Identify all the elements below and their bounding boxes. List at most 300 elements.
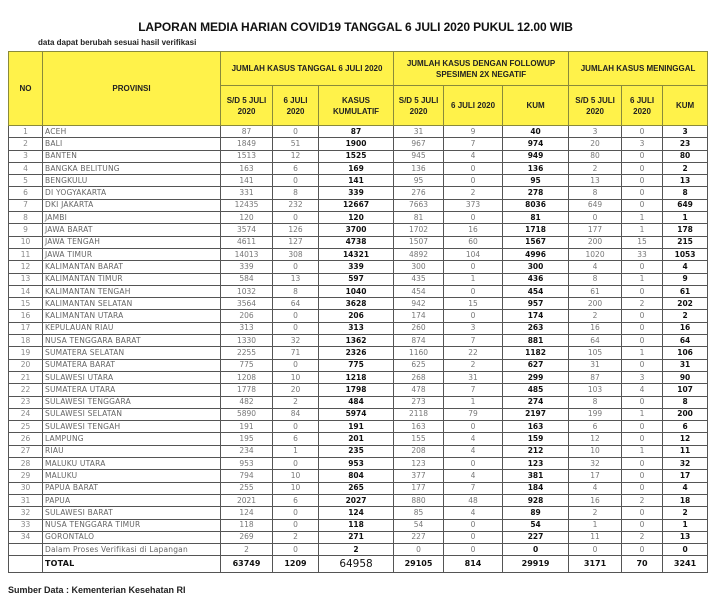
value-cell: 1 [622, 224, 663, 236]
value-cell: 6 [569, 421, 622, 433]
value-cell: 199 [569, 408, 622, 420]
value-cell: 7 [444, 138, 503, 150]
province-name: SULAWESI UTARA [43, 371, 221, 383]
value-cell: 4 [444, 507, 503, 519]
value-cell: 64 [273, 298, 319, 310]
value-cell: 16 [569, 322, 622, 334]
value-cell: 10 [273, 482, 319, 494]
value-cell: 7 [444, 482, 503, 494]
table-row [9, 162, 708, 174]
value-cell: 215 [663, 236, 708, 248]
value-cell: 23 [663, 138, 708, 150]
value-cell: 11 [569, 531, 622, 543]
value-cell: 10 [273, 371, 319, 383]
row-number: 24 [9, 408, 43, 420]
value-cell: 3 [622, 371, 663, 383]
value-cell: 880 [394, 494, 444, 506]
province-name: SUMATERA SELATAN [43, 347, 221, 359]
value-cell: 274 [503, 396, 569, 408]
value-cell: 804 [319, 470, 394, 482]
province-name: SULAWESI SELATAN [43, 408, 221, 420]
row-number: 30 [9, 482, 43, 494]
value-cell: 313 [319, 322, 394, 334]
total-value-cell: 3171 [569, 556, 622, 573]
value-cell: 1702 [394, 224, 444, 236]
value-cell: 200 [569, 236, 622, 248]
value-cell: 1 [444, 396, 503, 408]
table-row [9, 150, 708, 162]
header-no: NO [9, 52, 43, 126]
province-name: SUMATERA BARAT [43, 359, 221, 371]
value-cell: 0 [273, 212, 319, 224]
covid-data-table [8, 51, 708, 573]
province-name: MALUKU [43, 470, 221, 482]
value-cell: 118 [221, 519, 273, 531]
value-cell: 794 [221, 470, 273, 482]
subheader-cell: 6 JULI 2020 [444, 86, 503, 126]
value-cell: 2118 [394, 408, 444, 420]
value-cell: 0 [394, 544, 444, 556]
table-row [9, 531, 708, 543]
row-number: 29 [9, 470, 43, 482]
value-cell: 232 [273, 199, 319, 211]
value-cell: 12435 [221, 199, 273, 211]
value-cell: 8 [569, 273, 622, 285]
value-cell: 15 [444, 298, 503, 310]
value-cell: 4 [444, 445, 503, 457]
value-cell: 14321 [319, 248, 394, 260]
total-row [9, 556, 708, 573]
value-cell: 0 [273, 175, 319, 187]
value-cell: 1218 [319, 371, 394, 383]
header-group-meninggal: JUMLAH KASUS MENINGGAL [569, 52, 708, 86]
value-cell: 454 [394, 285, 444, 297]
value-cell: 2 [569, 162, 622, 174]
value-cell: 141 [319, 175, 394, 187]
value-cell: 0 [622, 310, 663, 322]
value-cell: 0 [622, 470, 663, 482]
value-cell: 0 [444, 285, 503, 297]
value-cell: 3574 [221, 224, 273, 236]
value-cell: 61 [569, 285, 622, 297]
table-row [9, 384, 708, 396]
value-cell: 269 [221, 531, 273, 543]
value-cell: 31 [444, 371, 503, 383]
value-cell: 4 [569, 482, 622, 494]
value-cell: 0 [622, 519, 663, 531]
value-cell: 874 [394, 335, 444, 347]
table-row [9, 199, 708, 211]
value-cell: 11 [663, 445, 708, 457]
value-cell: 10 [273, 470, 319, 482]
value-cell: 0 [273, 458, 319, 470]
province-name: PAPUA [43, 494, 221, 506]
value-cell: 177 [569, 224, 622, 236]
value-cell: 80 [663, 150, 708, 162]
value-cell: 31 [569, 359, 622, 371]
value-cell: 178 [663, 224, 708, 236]
value-cell: 949 [503, 150, 569, 162]
value-cell: 87 [569, 371, 622, 383]
table-row [9, 187, 708, 199]
value-cell: 2 [221, 544, 273, 556]
value-cell: 2 [622, 298, 663, 310]
value-cell: 1798 [319, 384, 394, 396]
value-cell: 278 [503, 187, 569, 199]
value-cell: 0 [273, 359, 319, 371]
value-cell: 484 [319, 396, 394, 408]
value-cell: 775 [221, 359, 273, 371]
report-title: LAPORAN MEDIA HARIAN COVID19 TANGGAL 6 JULI 2020 PUKUL 12.00 WIB [138, 20, 573, 34]
value-cell: 339 [319, 187, 394, 199]
subheader-cell: KUM [663, 86, 708, 126]
value-cell: 0 [663, 544, 708, 556]
value-cell: 3628 [319, 298, 394, 310]
value-cell: 20 [273, 384, 319, 396]
row-number: 10 [9, 236, 43, 248]
value-cell: 1330 [221, 335, 273, 347]
value-cell: 8 [569, 187, 622, 199]
value-cell: 85 [394, 507, 444, 519]
value-cell: 8 [663, 396, 708, 408]
value-cell: 234 [221, 445, 273, 457]
value-cell: 4996 [503, 248, 569, 260]
value-cell: 928 [503, 494, 569, 506]
value-cell: 81 [394, 212, 444, 224]
value-cell: 87 [319, 126, 394, 138]
value-cell: 2 [622, 494, 663, 506]
value-cell: 974 [503, 138, 569, 150]
subheader-cell: KUM [503, 86, 569, 126]
value-cell: 17 [569, 470, 622, 482]
value-cell: 107 [663, 384, 708, 396]
value-cell: 174 [394, 310, 444, 322]
value-cell: 627 [503, 359, 569, 371]
total-value-cell: 29105 [394, 556, 444, 573]
value-cell: 81 [503, 212, 569, 224]
value-cell: 1 [622, 273, 663, 285]
value-cell: 206 [319, 310, 394, 322]
value-cell: 1 [663, 519, 708, 531]
value-cell: 71 [273, 347, 319, 359]
table-row [9, 285, 708, 297]
value-cell: 120 [221, 212, 273, 224]
value-cell: 4 [663, 482, 708, 494]
value-cell: 105 [569, 347, 622, 359]
value-cell: 33 [622, 248, 663, 260]
value-cell: 0 [569, 544, 622, 556]
row-number: 14 [9, 285, 43, 297]
row-number: 8 [9, 212, 43, 224]
value-cell: 1 [663, 212, 708, 224]
province-name: NUSA TENGGARA TIMUR [43, 519, 221, 531]
province-name: SULAWESI TENGGARA [43, 396, 221, 408]
value-cell: 5974 [319, 408, 394, 420]
value-cell: 191 [221, 421, 273, 433]
subheader-cell: KASUS KUMULATIF [319, 86, 394, 126]
table-row [9, 224, 708, 236]
table-row [9, 445, 708, 457]
value-cell: 942 [394, 298, 444, 310]
value-cell: 40 [503, 126, 569, 138]
value-cell: 8 [273, 285, 319, 297]
table-row [9, 273, 708, 285]
value-cell: 127 [273, 236, 319, 248]
value-cell: 0 [622, 359, 663, 371]
value-cell: 0 [622, 322, 663, 334]
value-cell: 32 [569, 458, 622, 470]
row-number: 13 [9, 273, 43, 285]
value-cell: 7 [444, 335, 503, 347]
province-name: Dalam Proses Verifikasi di Lapangan [43, 544, 221, 556]
province-name: NUSA TENGGARA BARAT [43, 335, 221, 347]
value-cell: 2 [569, 507, 622, 519]
value-cell: 7 [444, 384, 503, 396]
value-cell: 84 [273, 408, 319, 420]
value-cell: 1525 [319, 150, 394, 162]
row-number: 17 [9, 322, 43, 334]
table-row [9, 408, 708, 420]
row-number: 2 [9, 138, 43, 150]
value-cell: 8036 [503, 199, 569, 211]
value-cell: 177 [394, 482, 444, 494]
value-cell: 163 [394, 421, 444, 433]
value-cell: 881 [503, 335, 569, 347]
table-row [9, 335, 708, 347]
value-cell: 0 [622, 421, 663, 433]
value-cell: 61 [663, 285, 708, 297]
value-cell: 3 [444, 322, 503, 334]
value-cell: 584 [221, 273, 273, 285]
row-number [9, 544, 43, 556]
value-cell: 0 [444, 212, 503, 224]
province-name: SUMATERA UTARA [43, 384, 221, 396]
value-cell: 7663 [394, 199, 444, 211]
value-cell: 212 [503, 445, 569, 457]
value-cell: 13 [663, 175, 708, 187]
value-cell: 12 [663, 433, 708, 445]
value-cell: 4 [444, 470, 503, 482]
value-cell: 3 [663, 126, 708, 138]
row-number: 7 [9, 199, 43, 211]
value-cell: 14013 [221, 248, 273, 260]
value-cell: 0 [444, 531, 503, 543]
row-number: 22 [9, 384, 43, 396]
row-number: 26 [9, 433, 43, 445]
province-name: ACEH [43, 126, 221, 138]
value-cell: 9 [663, 273, 708, 285]
value-cell: 3 [569, 126, 622, 138]
value-cell: 206 [221, 310, 273, 322]
row-number: 16 [9, 310, 43, 322]
value-cell: 0 [622, 458, 663, 470]
table-row [9, 261, 708, 273]
value-cell: 174 [503, 310, 569, 322]
value-cell: 141 [221, 175, 273, 187]
header-group-followup: JUMLAH KASUS DENGAN FOLLOWUP SPESIMEN 2X NEGATIF [394, 52, 569, 86]
value-cell: 18 [663, 494, 708, 506]
province-name: KEPULAUAN RIAU [43, 322, 221, 334]
value-cell: 87 [221, 126, 273, 138]
row-number: 20 [9, 359, 43, 371]
province-name: BANTEN [43, 150, 221, 162]
value-cell: 1208 [221, 371, 273, 383]
value-cell: 0 [273, 322, 319, 334]
value-cell: 123 [394, 458, 444, 470]
value-cell: 0 [622, 261, 663, 273]
value-cell: 169 [319, 162, 394, 174]
province-name: SULAWESI BARAT [43, 507, 221, 519]
value-cell: 260 [394, 322, 444, 334]
value-cell: 0 [444, 162, 503, 174]
table-row [9, 310, 708, 322]
province-name: GORONTALO [43, 531, 221, 543]
value-cell: 64 [663, 335, 708, 347]
value-cell: 4 [444, 433, 503, 445]
value-cell: 136 [503, 162, 569, 174]
value-cell: 0 [622, 187, 663, 199]
value-cell: 271 [319, 531, 394, 543]
value-cell: 0 [622, 544, 663, 556]
value-cell: 381 [503, 470, 569, 482]
value-cell: 8 [663, 187, 708, 199]
table-row [9, 396, 708, 408]
value-cell: 1 [622, 347, 663, 359]
table-row [9, 433, 708, 445]
row-number: 28 [9, 458, 43, 470]
value-cell: 953 [221, 458, 273, 470]
value-cell: 2021 [221, 494, 273, 506]
province-name: JAWA BARAT [43, 224, 221, 236]
province-name: RIAU [43, 445, 221, 457]
value-cell: 201 [319, 433, 394, 445]
value-cell: 2027 [319, 494, 394, 506]
value-cell: 0 [273, 519, 319, 531]
value-cell: 4 [444, 150, 503, 162]
value-cell: 255 [221, 482, 273, 494]
value-cell: 3 [622, 138, 663, 150]
row-number: 34 [9, 531, 43, 543]
value-cell: 6 [273, 433, 319, 445]
value-cell: 3700 [319, 224, 394, 236]
value-cell: 300 [503, 261, 569, 273]
value-cell: 308 [273, 248, 319, 260]
value-cell: 235 [319, 445, 394, 457]
value-cell: 32 [663, 458, 708, 470]
value-cell: 482 [221, 396, 273, 408]
value-cell: 373 [444, 199, 503, 211]
table-row [9, 371, 708, 383]
total-no-empty [9, 556, 43, 573]
value-cell: 0 [622, 285, 663, 297]
value-cell: 227 [503, 531, 569, 543]
table-row [9, 298, 708, 310]
value-cell: 0 [273, 126, 319, 138]
value-cell: 1362 [319, 335, 394, 347]
value-cell: 957 [503, 298, 569, 310]
value-cell: 454 [503, 285, 569, 297]
value-cell: 0 [622, 433, 663, 445]
table-row [9, 458, 708, 470]
value-cell: 0 [622, 482, 663, 494]
value-cell: 32 [273, 335, 319, 347]
row-number: 31 [9, 494, 43, 506]
value-cell: 31 [394, 126, 444, 138]
value-cell: 435 [394, 273, 444, 285]
value-cell: 31 [663, 359, 708, 371]
province-name: DI YOGYAKARTA [43, 187, 221, 199]
value-cell: 184 [503, 482, 569, 494]
value-cell: 339 [319, 261, 394, 273]
value-cell: 1182 [503, 347, 569, 359]
value-cell: 1160 [394, 347, 444, 359]
subheader-cell: S/D 5 JULI 2020 [569, 86, 622, 126]
value-cell: 1053 [663, 248, 708, 260]
table-row [9, 507, 708, 519]
value-cell: 2197 [503, 408, 569, 420]
value-cell: 0 [273, 310, 319, 322]
value-cell: 1020 [569, 248, 622, 260]
value-cell: 485 [503, 384, 569, 396]
value-cell: 2 [319, 544, 394, 556]
value-cell: 2 [663, 162, 708, 174]
value-cell: 0 [444, 519, 503, 531]
value-cell: 4 [622, 384, 663, 396]
value-cell: 6 [663, 421, 708, 433]
subheader-cell: 6 JULI 2020 [273, 86, 319, 126]
value-cell: 5890 [221, 408, 273, 420]
province-name: DKI JAKARTA [43, 199, 221, 211]
value-cell: 8 [273, 187, 319, 199]
value-cell: 1 [444, 273, 503, 285]
table-row [9, 126, 708, 138]
value-cell: 0 [622, 150, 663, 162]
value-cell: 597 [319, 273, 394, 285]
value-cell: 163 [221, 162, 273, 174]
value-cell: 331 [221, 187, 273, 199]
value-cell: 263 [503, 322, 569, 334]
value-cell: 136 [394, 162, 444, 174]
value-cell: 163 [503, 421, 569, 433]
report-subtitle: data dapat berubah sesuai hasil verifikasi [38, 38, 197, 47]
value-cell: 1778 [221, 384, 273, 396]
value-cell: 159 [503, 433, 569, 445]
value-cell: 625 [394, 359, 444, 371]
row-number: 9 [9, 224, 43, 236]
subheader-cell: S/D 5 JULI 2020 [394, 86, 444, 126]
value-cell: 8 [569, 396, 622, 408]
value-cell: 0 [444, 175, 503, 187]
value-cell: 191 [319, 421, 394, 433]
value-cell: 17 [663, 470, 708, 482]
row-number: 12 [9, 261, 43, 273]
province-name: LAMPUNG [43, 433, 221, 445]
value-cell: 339 [221, 261, 273, 273]
value-cell: 1 [273, 445, 319, 457]
value-cell: 0 [622, 335, 663, 347]
province-name: BALI [43, 138, 221, 150]
province-name: SULAWESI TENGAH [43, 421, 221, 433]
value-cell: 13 [273, 273, 319, 285]
value-cell: 1032 [221, 285, 273, 297]
value-cell: 16 [569, 494, 622, 506]
value-cell: 0 [622, 126, 663, 138]
province-name: JAMBI [43, 212, 221, 224]
row-number: 5 [9, 175, 43, 187]
value-cell: 2 [273, 531, 319, 543]
province-name: BENGKULU [43, 175, 221, 187]
value-cell: 103 [569, 384, 622, 396]
